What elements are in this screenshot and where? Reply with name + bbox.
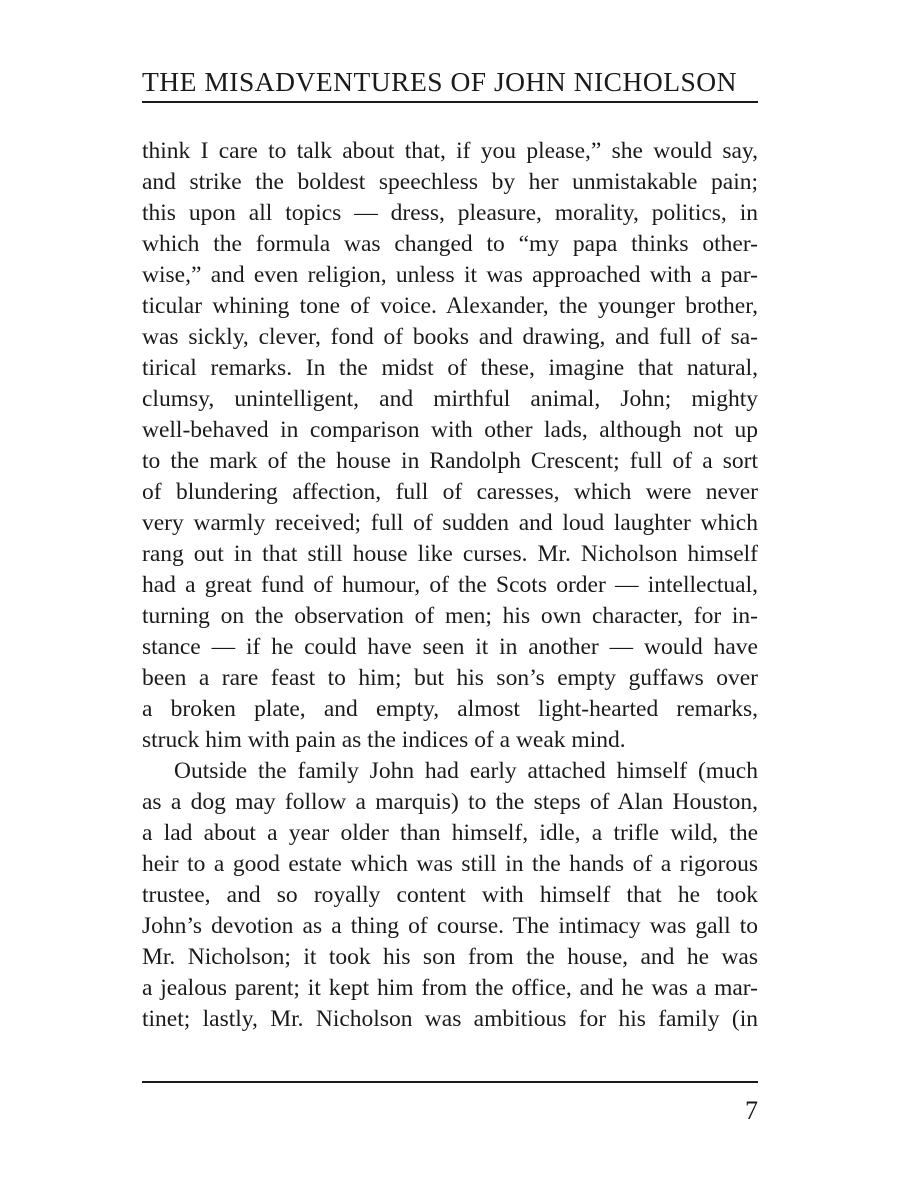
text-line: think I care to talk about that, if you please,” she would say, — [142, 138, 758, 164]
text-line: well-behaved in comparison with other lads, although not up — [142, 417, 758, 443]
text-line: been a rare feast to him; but his son’s empty guffaws over — [142, 665, 758, 691]
text-line: very warmly received; full of sudden and loud laughter which — [142, 510, 758, 536]
text-line: tirical remarks. In the midst of these, imagine that natural, — [142, 355, 758, 381]
text-line: trustee, and so royally content with himself that he took — [142, 882, 758, 908]
text-line: rang out in that still house like curses. Mr. Nicholson himself — [142, 541, 758, 567]
text-line: and strike the boldest speechless by her unmistakable pain; — [142, 169, 758, 195]
text-line: wise,” and even religion, unless it was approached with a par- — [142, 262, 758, 288]
text-line: which the formula was changed to “my papa thinks other- — [142, 231, 758, 257]
text-line: struck him with pain as the indices of a weak mind. — [142, 727, 626, 753]
text-line: tinet; lastly, Mr. Nicholson was ambitious for his family (in — [142, 1006, 758, 1032]
text-line: stance — if he could have seen it in another — would have — [142, 634, 758, 660]
text-line: Mr. Nicholson; it took his son from the house, and he was — [142, 944, 758, 970]
text-line: heir to a good estate which was still in the hands of a rigorous — [142, 851, 758, 877]
page-number: 7 — [745, 1096, 758, 1125]
text-line: to the mark of the house in Randolph Crescent; full of a sort — [142, 448, 758, 474]
text-line: a jealous parent; it kept him from the office, and he was a mar- — [142, 975, 758, 1001]
header-rule — [142, 101, 758, 103]
text-line: Outside the family John had early attached himself (much — [174, 758, 758, 784]
text-line: a broken plate, and empty, almost light-hearted remarks, — [142, 696, 758, 722]
running-title: THE MISADVENTURES OF JOHN NICHOLSON — [142, 66, 738, 97]
text-line: a lad about a year older than himself, idle, a trifle wild, the — [142, 820, 758, 846]
paragraph-2 — [142, 756, 758, 1035]
text-line: was sickly, clever, fond of books and drawing, and full of sa- — [142, 324, 758, 350]
paragraph-1 — [142, 136, 758, 756]
text-line: this upon all topics — dress, pleasure, morality, politics, in — [142, 200, 758, 226]
text-line: clumsy, unintelligent, and mirthful animal, John; mighty — [142, 386, 758, 412]
text-line: as a dog may follow a marquis) to the steps of Alan Houston, — [142, 789, 758, 815]
footer-rule — [142, 1081, 758, 1083]
text-line: of blundering affection, full of caresses, which were never — [142, 479, 758, 505]
text-line: John’s devotion as a thing of course. The intimacy was gall to — [142, 913, 758, 939]
text-line: turning on the observation of men; his own character, for in- — [142, 603, 758, 629]
body-text — [142, 136, 758, 1035]
text-line: had a great fund of humour, of the Scots order — intellectual, — [142, 572, 758, 598]
text-line: ticular whining tone of voice. Alexander, the younger brother, — [142, 293, 758, 319]
